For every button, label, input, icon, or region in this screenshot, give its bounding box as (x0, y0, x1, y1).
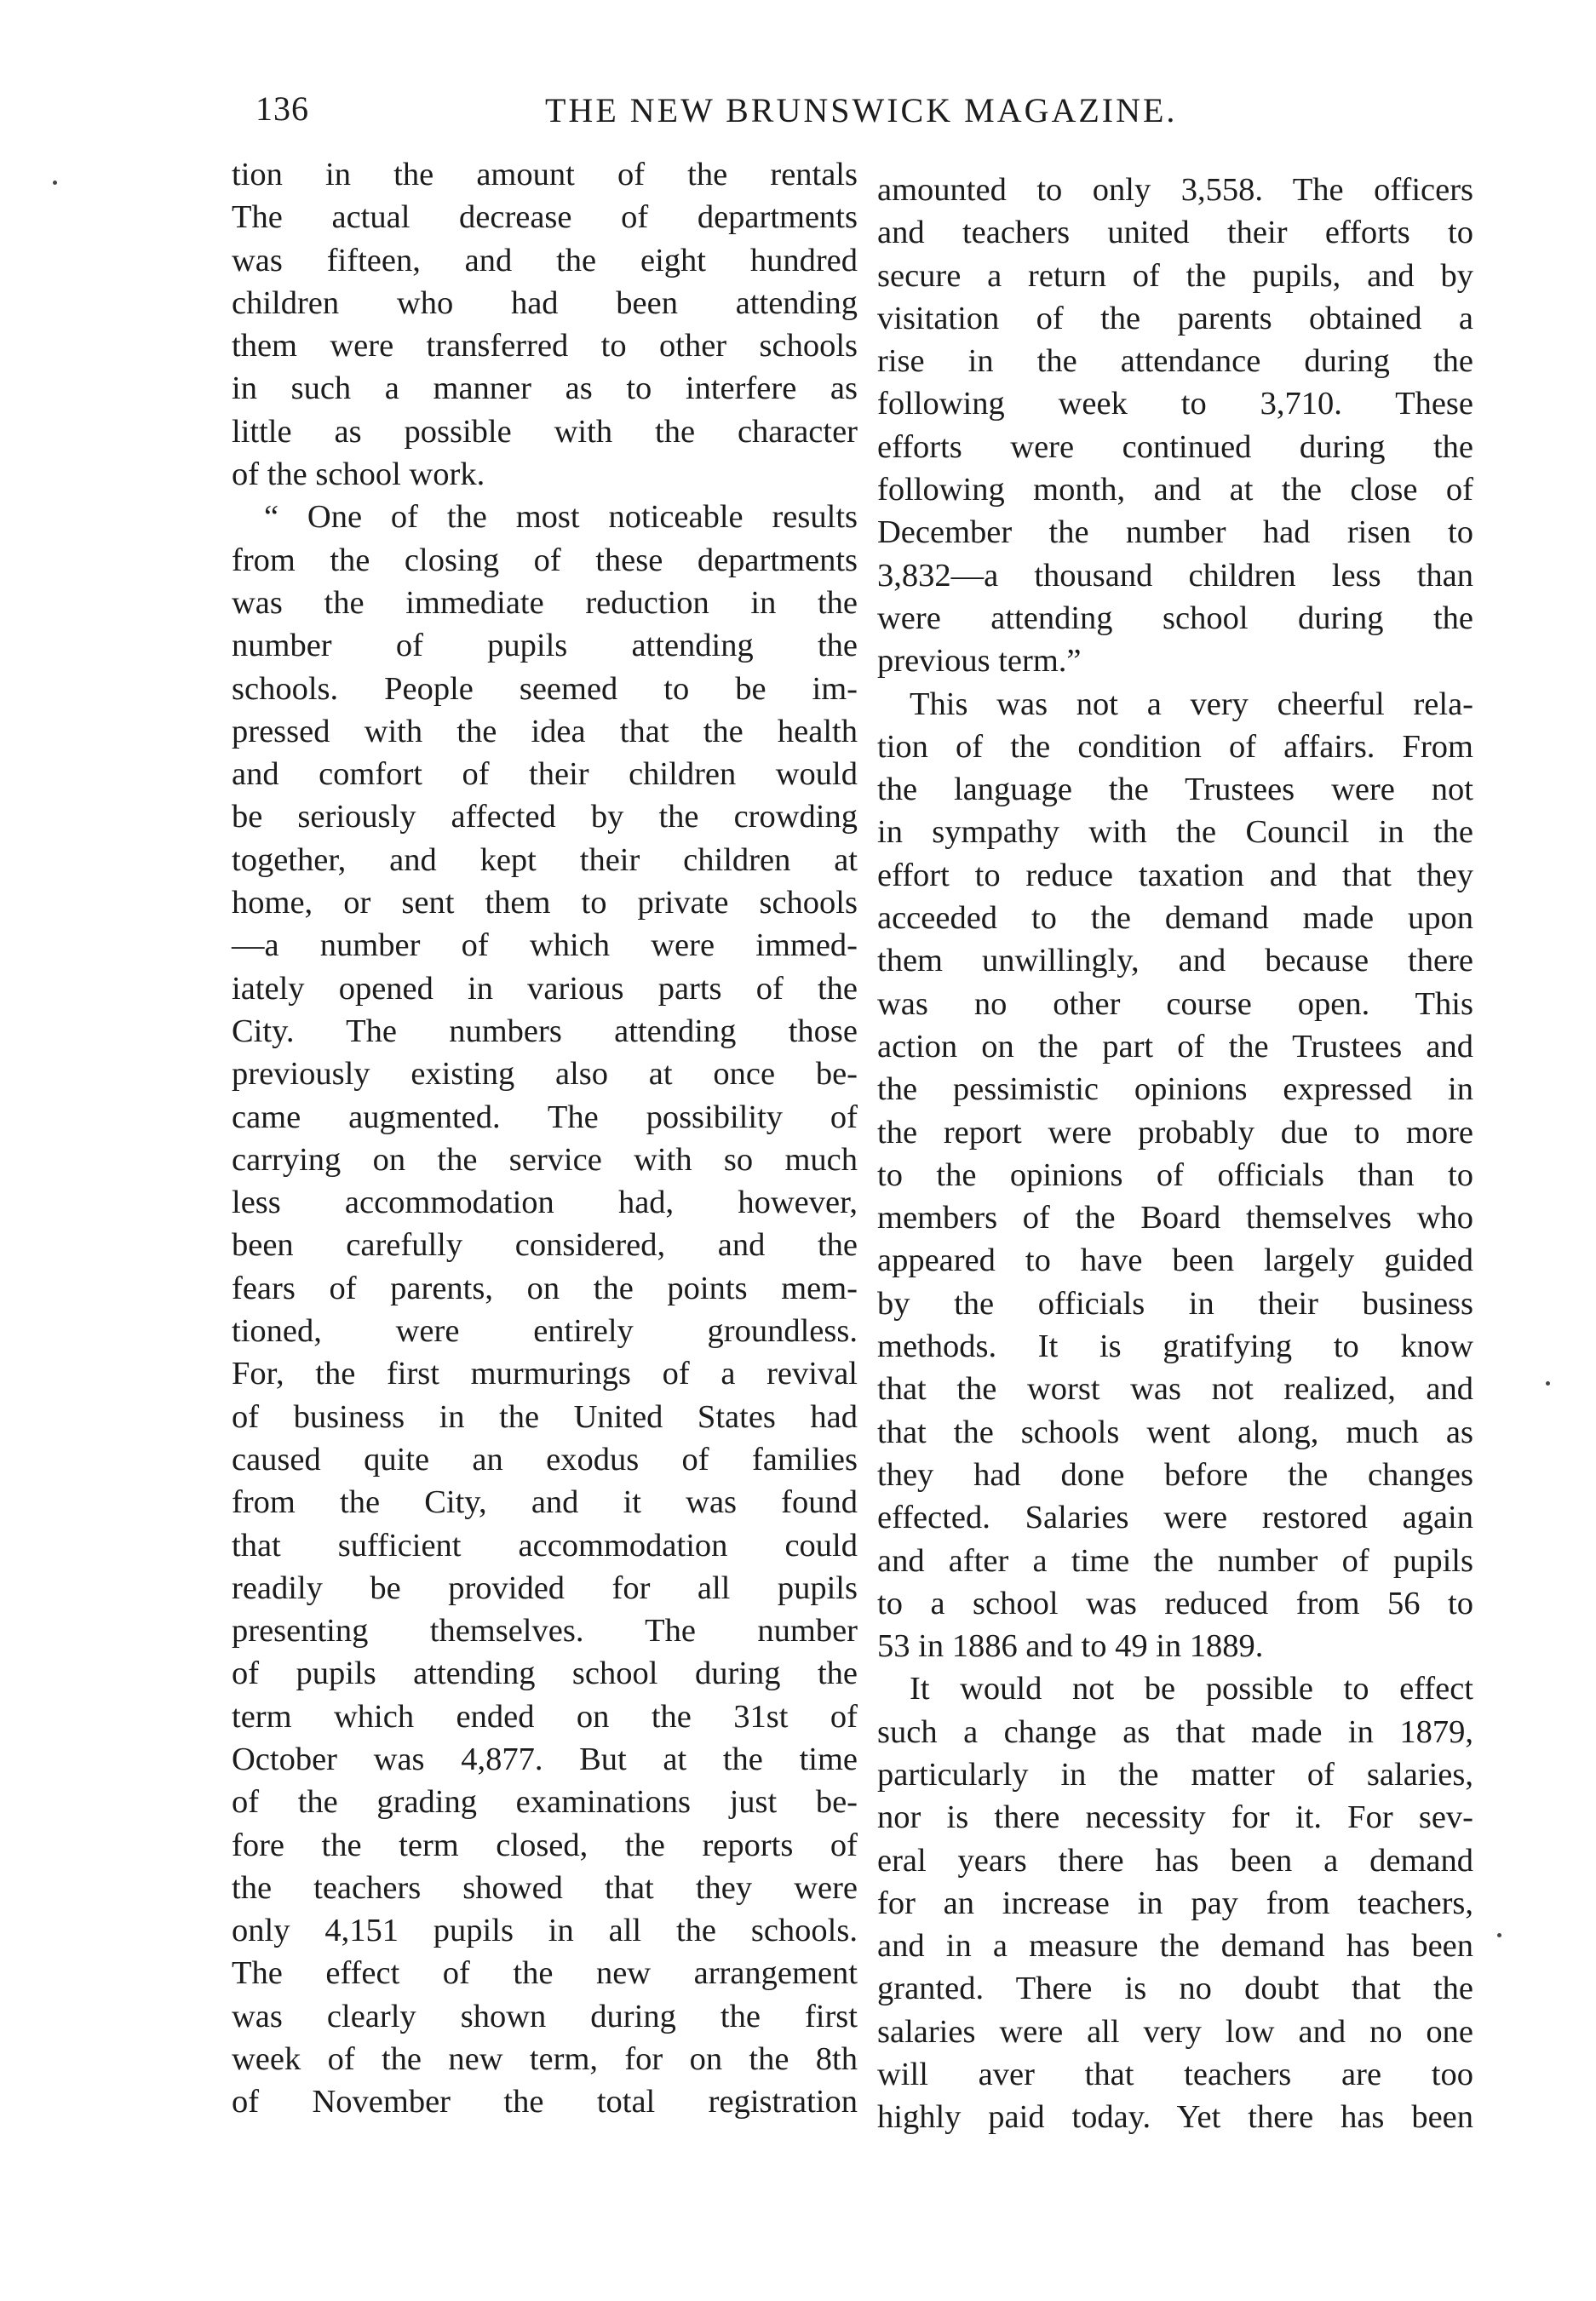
text-line: The actual decrease of departments (232, 199, 858, 236)
text-line: —a number of which were immed- (232, 927, 858, 964)
text-line: presenting themselves. The number (232, 1613, 858, 1650)
text-line: that the schools went along, much as (877, 1414, 1473, 1450)
text-line: such a change as that made in 1879, (877, 1713, 1473, 1750)
text-line: following week to 3,710. These (877, 386, 1473, 422)
text-line: by the officials in their business (877, 1285, 1473, 1322)
text-line: to a school was reduced from 56 to (877, 1585, 1473, 1621)
text-line: readily be provided for all pupils (232, 1569, 858, 1606)
ink-speck (53, 181, 57, 185)
text-line: little as possible with the character (232, 413, 858, 450)
text-line: salaries were all very low and no one (877, 2013, 1473, 2050)
text-line: in such a manner as to interfere as (232, 370, 858, 407)
text-line: eral years there has been a demand (877, 1842, 1473, 1879)
text-line: following month, and at the close of (877, 472, 1473, 508)
text-line: schools. People seemed to be im- (232, 670, 858, 707)
text-line: of business in the United States had (232, 1398, 858, 1435)
text-line: efforts were continued during the (877, 428, 1473, 465)
text-line: and teachers united their efforts to (877, 215, 1473, 251)
text-line: iately opened in various parts of the (232, 970, 858, 1007)
text-line: them were transferred to other schools (232, 328, 858, 364)
text-line: effected. Salaries were restored again (877, 1500, 1473, 1536)
text-line: The effect of the new arrangement (232, 1955, 858, 1992)
ink-speck (1497, 1933, 1501, 1937)
text-line: fears of parents, on the points mem- (232, 1270, 858, 1306)
text-line: nor is there necessity for it. For sev- (877, 1799, 1473, 1836)
text-line: the pessimistic opinions expressed in (877, 1071, 1473, 1108)
text-line: For, the first murmurings of a revival (232, 1356, 858, 1392)
text-line: fore the term closed, the reports of (232, 1827, 858, 1863)
text-line: visitation of the parents obtained a (877, 300, 1473, 336)
text-line: for an increase in pay from teachers, (877, 1885, 1473, 1921)
text-line: previously existing also at once be- (232, 1056, 858, 1093)
text-line: that sufficient accommodation could (232, 1527, 858, 1564)
text-line: amounted to only 3,558. The officers (877, 172, 1473, 208)
text-line: were attending school during the (877, 600, 1473, 636)
text-line: less accommodation had, however, (232, 1185, 858, 1221)
running-title: THE NEW BRUNSWICK MAGAZINE. (545, 91, 1178, 129)
text-line: home, or sent them to private schools (232, 885, 858, 921)
text-line: the teachers showed that they were (232, 1869, 858, 1906)
text-line: they had done before the changes (877, 1456, 1473, 1493)
text-line: was clearly shown during the first (232, 1998, 858, 2034)
text-line: the report were probably due to more (877, 1114, 1473, 1150)
text-line: tioned, were entirely groundless. (232, 1313, 858, 1350)
text-line: the language the Trustees were not (877, 772, 1473, 808)
text-line: in sympathy with the Council in the (877, 814, 1473, 851)
text-line: appeared to have been largely guided (877, 1242, 1473, 1279)
text-line: was the immediate reduction in the (232, 584, 858, 621)
text-line: secure a return of the pupils, and by (877, 257, 1473, 294)
text-line: together, and kept their children at (232, 841, 858, 878)
text-line: particularly in the matter of salaries, (877, 1756, 1473, 1793)
text-line: caused quite an exodus of families (232, 1441, 858, 1478)
text-line: number of pupils attending the (232, 628, 858, 664)
text-line: tion of the condition of affairs. From (877, 728, 1473, 765)
text-line: December the number had risen to (877, 514, 1473, 551)
text-line: granted. There is no doubt that the (877, 1971, 1473, 2007)
text-line: of November the total registration (232, 2084, 858, 2120)
text-line: carrying on the service with so much (232, 1141, 858, 1178)
text-line: and after a time the number of pupils (877, 1542, 1473, 1579)
right-column (877, 169, 1473, 2139)
text-line: week of the new term, for on the 8th (232, 2041, 858, 2078)
text-line: 3,832—a thousand children less than (877, 557, 1473, 594)
text-line: of the school work. (232, 456, 485, 493)
ink-speck (1546, 1381, 1550, 1386)
text-line: pressed with the idea that the health (232, 713, 858, 749)
text-line: only 4,151 pupils in all the schools. (232, 1913, 858, 1949)
text-line: City. The numbers attending those (232, 1013, 858, 1049)
page-header (255, 85, 1363, 136)
text-line: This was not a very cheerful rela- (910, 686, 1473, 722)
text-line: rise in the attendance during the (877, 343, 1473, 380)
text-line: tion in the amount of the rentals (232, 157, 858, 192)
text-line: and in a measure the demand has been (877, 1928, 1473, 1965)
text-line: and comfort of their children would (232, 756, 858, 793)
text-line: was no other course open. This (877, 985, 1473, 1022)
text-line: to the opinions of officials than to (877, 1156, 1473, 1193)
text-line: came augmented. The possibility of (232, 1099, 858, 1135)
text-line: be seriously affected by the crowding (232, 799, 858, 835)
text-line: of pupils attending school during the (232, 1655, 858, 1692)
text-line: 53 in 1886 and to 49 in 1889. (877, 1628, 1264, 1665)
text-line: will aver that teachers are too (877, 2057, 1473, 2093)
text-line: acceeded to the demand made upon (877, 900, 1473, 937)
text-line: them unwillingly, and because there (877, 943, 1473, 979)
text-line: children who had been attending (232, 284, 858, 321)
text-line: October was 4,877. But at the time (232, 1741, 858, 1777)
text-line: was fifteen, and the eight hundred (232, 242, 858, 278)
text-line: “ One of the most noticeable results (264, 499, 858, 536)
text-line: effort to reduce taxation and that they (877, 857, 1473, 893)
text-line: action on the part of the Trustees and (877, 1028, 1473, 1064)
text-line: from the closing of these departments (232, 542, 858, 578)
page-number: 136 (255, 89, 309, 128)
text-line: from the City, and it was found (232, 1484, 858, 1521)
text-line: that the worst was not realized, and (877, 1371, 1473, 1408)
text-line: members of the Board themselves who (877, 1200, 1473, 1237)
text-line: methods. It is gratifying to know (877, 1328, 1473, 1365)
left-column (232, 153, 858, 2124)
text-line: It would not be possible to effect (910, 1671, 1473, 1707)
text-line: previous term.” (877, 643, 1082, 680)
text-line: term which ended on the 31st of (232, 1698, 858, 1735)
text-line: been carefully considered, and the (232, 1227, 858, 1264)
text-line: highly paid today. Yet there has been (877, 2099, 1473, 2136)
text-line: of the grading examinations just be- (232, 1784, 858, 1821)
